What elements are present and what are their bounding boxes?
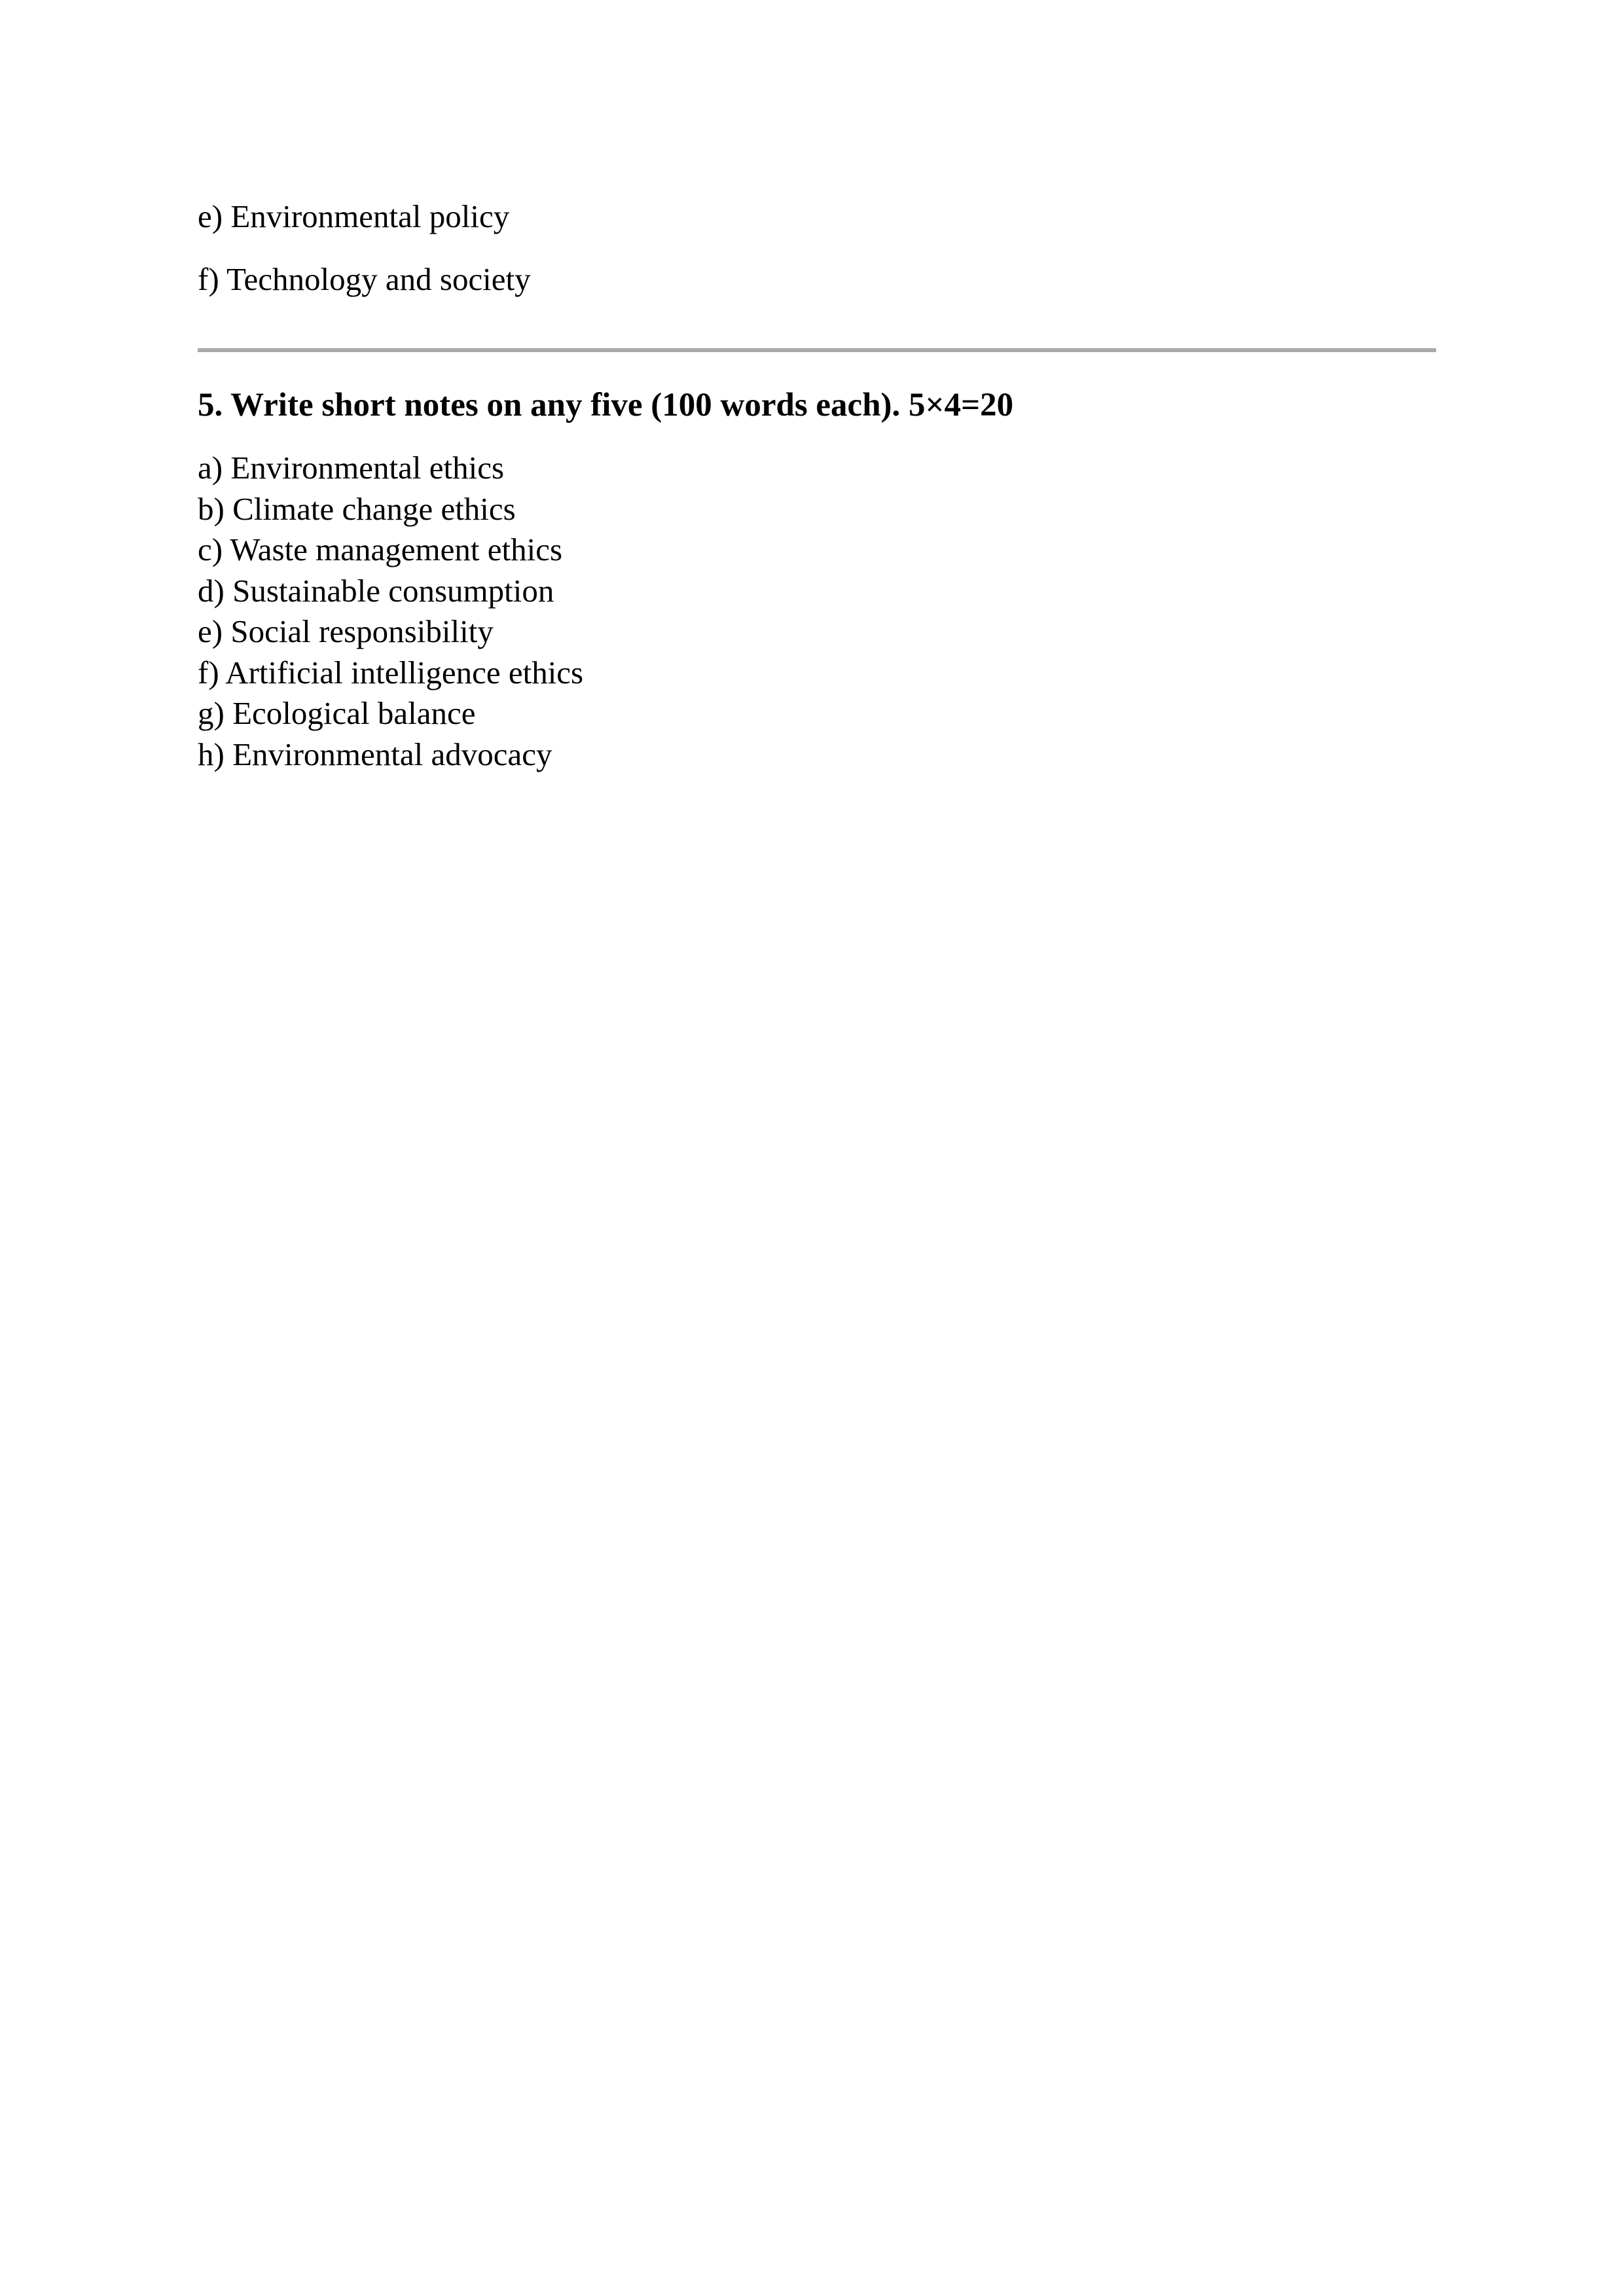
prior-item-f: f) Technology and society (198, 261, 531, 297)
question-5-heading: 5. Write short notes on any five (100 words each). 5×4=20 (198, 387, 1014, 423)
option-b: b) Climate change ethics (198, 490, 516, 527)
option-g: g) Ecological balance (198, 695, 476, 731)
section-divider (198, 348, 1436, 352)
option-c: c) Waste management ethics (198, 531, 563, 567)
question-5-options (198, 448, 583, 775)
option-d: d) Sustainable consumption (198, 572, 554, 609)
option-h: h) Environmental advocacy (198, 736, 552, 772)
option-e: e) Social responsibility (198, 613, 494, 649)
prior-item-e: e) Environmental policy (198, 198, 510, 234)
option-f: f) Artificial intelligence ethics (198, 654, 584, 691)
option-a: a) Environmental ethics (198, 450, 505, 486)
